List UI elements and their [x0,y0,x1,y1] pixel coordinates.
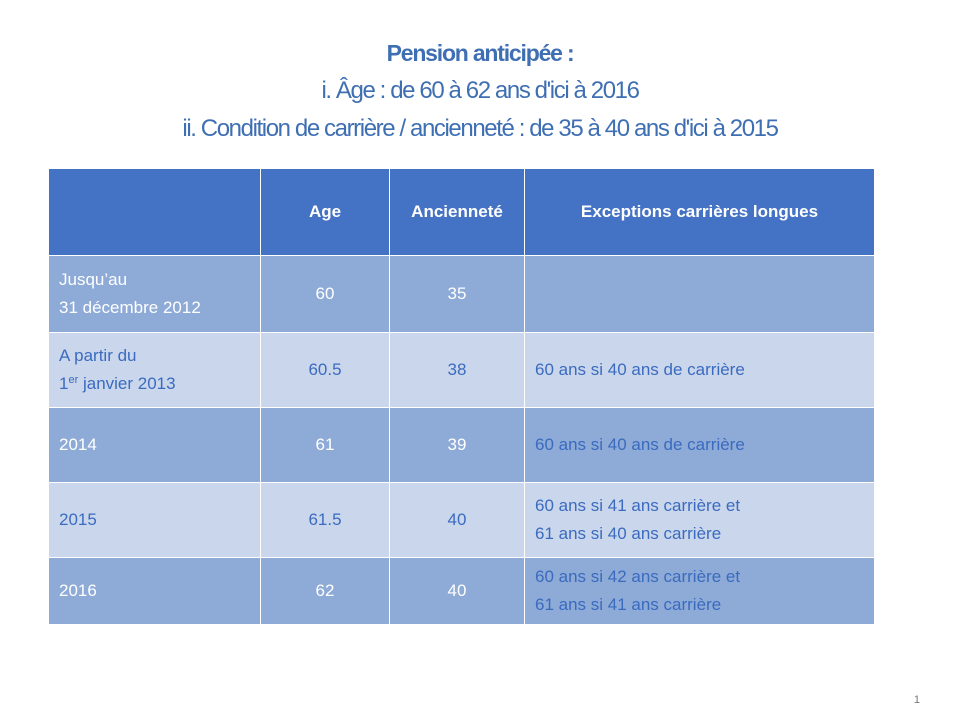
cell-exceptions [525,558,875,625]
cell-period [49,333,261,408]
page-number: 1 [913,694,920,706]
period-line-1: Jusqu’au [59,270,128,289]
period-line-1: 2016 [59,581,97,600]
cell-age: 62 [261,558,390,625]
cell-period [49,256,261,333]
cell-exceptions [525,408,875,483]
cell-period [49,558,261,625]
table-row [49,558,875,625]
table-header-row [49,169,875,256]
cell-anciennete: 40 [390,558,525,625]
period-line-1: 2015 [59,510,97,529]
cell-period [49,483,261,558]
period-rest: janvier 2013 [78,374,176,393]
period-ordinal-suffix: er [68,374,79,386]
period-line-2: 31 décembre 2012 [59,298,201,317]
header-age: Age [261,169,390,256]
exceptions-line-1: 60 ans si 41 ans carrière et [535,496,741,515]
cell-anciennete: 39 [390,408,525,483]
header-period [49,169,261,256]
title-line-2: i. Âge : de 60 à 62 ans d'ici à 2016 [321,77,639,104]
cell-exceptions [525,483,875,558]
exceptions-line-1: 60 ans si 42 ans carrière et [535,567,741,586]
table-row [49,483,875,558]
cell-age: 60 [261,256,390,333]
cell-anciennete: 40 [390,483,525,558]
cell-period [49,408,261,483]
title-line-1: Pension anticipée : [386,40,574,66]
period-line-1: A partir du [59,346,137,365]
slide-title [0,34,960,148]
cell-anciennete: 35 [390,256,525,333]
period-day: 1 [59,374,69,393]
cell-age: 60.5 [261,333,390,408]
table-row [49,256,875,333]
exceptions-line-1: 60 ans si 40 ans de carrière [535,435,745,454]
cell-age: 61.5 [261,483,390,558]
cell-age: 61 [261,408,390,483]
cell-anciennete: 38 [390,333,525,408]
exceptions-line-2: 61 ans si 40 ans carrière [535,524,722,543]
table-row [49,333,875,408]
exceptions-line-1: 60 ans si 40 ans de carrière [535,360,745,379]
header-anciennete: Ancienneté [390,169,525,256]
exceptions-line-2: 61 ans si 41 ans carrière [535,595,722,614]
cell-exceptions [525,333,875,408]
title-line-3: ii. Condition de carrière / ancienneté : de 35 à 40 ans d'ici à 2015 [182,115,778,142]
table-row [49,408,875,483]
period-line-2 [59,370,250,398]
cell-exceptions [525,256,875,333]
header-exceptions: Exceptions carrières longues [525,169,875,256]
period-line-1: 2014 [59,435,97,454]
pension-table [48,168,875,625]
